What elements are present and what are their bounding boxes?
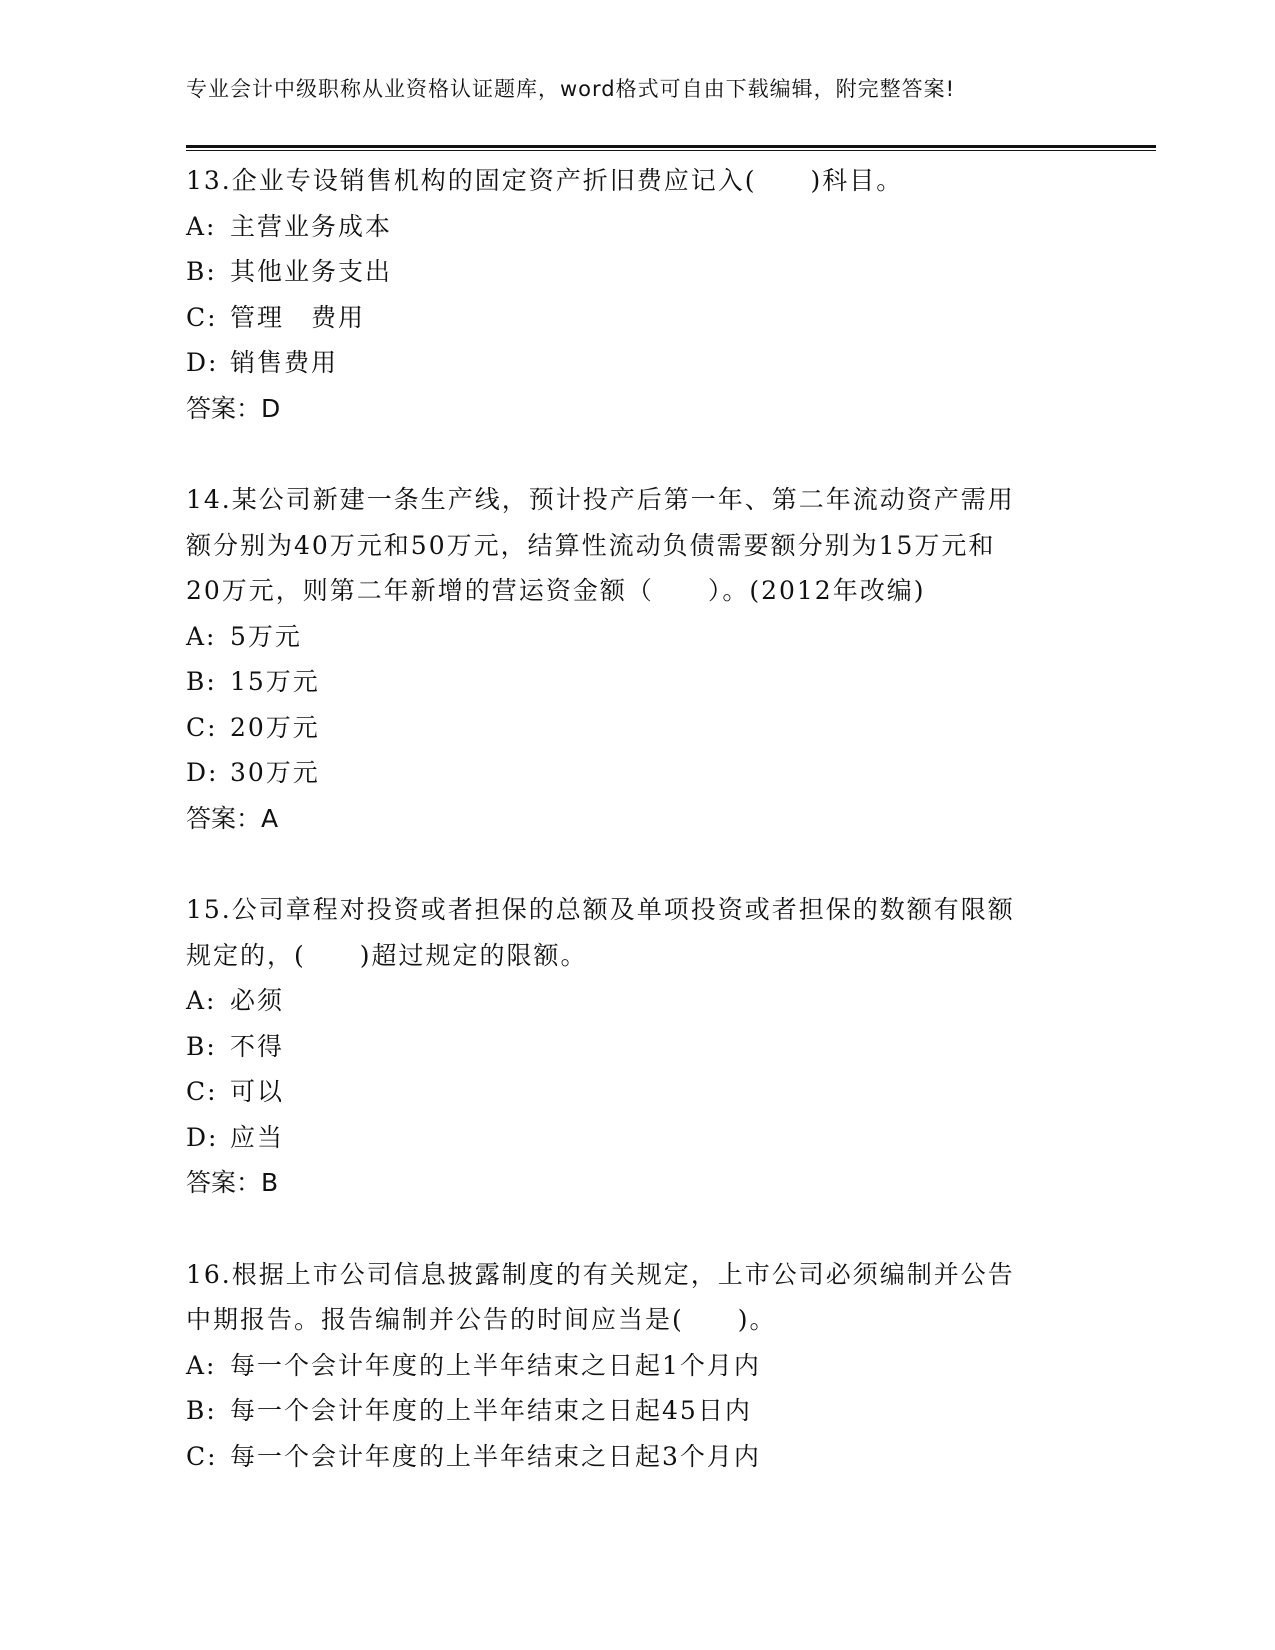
- question-text: 16.根据上市公司信息披露制度的有关规定，上市公司必须编制并公告: [186, 1259, 1015, 1289]
- option-letter: B:: [186, 1031, 217, 1061]
- question-text: 额分别为40万元和50万元，结算性流动负债需要额分别为15万元和: [186, 530, 996, 560]
- question-text: 14.某公司新建一条生产线，预计投产后第一年、第二年流动资产需用: [186, 485, 1015, 514]
- answer-label: 答案：A: [186, 803, 279, 833]
- question-14: [186, 477, 1086, 841]
- option-d: [186, 750, 1086, 796]
- option-letter: C:: [186, 1077, 218, 1106]
- question-text: 13.企业专设销售机构的固定资产折旧费应记入( )科目。: [186, 166, 904, 195]
- option-text: 主营业务成本: [230, 211, 393, 241]
- option-text: 其他业务支出: [230, 257, 393, 286]
- header-rule-thin: [186, 150, 1156, 151]
- question-13: [186, 158, 1086, 431]
- option-b: [186, 659, 1086, 705]
- option-text: 必须: [230, 986, 285, 1015]
- header-rule-thick: [186, 145, 1156, 148]
- option-text: 每一个会计年度的上半年结束之日起45日内: [230, 1396, 752, 1425]
- option-text: 20万元: [230, 712, 320, 742]
- option-letter: C:: [186, 1441, 218, 1471]
- option-text: 应当: [230, 1122, 285, 1152]
- option-a: [186, 614, 1086, 660]
- option-letter: B:: [186, 257, 217, 286]
- option-b: [186, 249, 1086, 295]
- question-15: [186, 887, 1086, 1206]
- option-letter: A:: [186, 986, 217, 1015]
- option-letter: C:: [186, 302, 218, 332]
- question-text: 15.公司章程对投资或者担保的总额及单项投资或者担保的数额有限额: [186, 895, 1015, 924]
- option-letter: B:: [186, 1396, 217, 1425]
- option-text: 可以: [230, 1077, 285, 1106]
- option-letter: C:: [186, 712, 218, 742]
- page-header: 专业会计中级职称从业资格认证题库，word格式可自由下载编辑，附完整答案!: [186, 77, 956, 101]
- option-letter: D:: [186, 348, 219, 377]
- option-d: [186, 340, 1086, 386]
- option-text: 30万元: [230, 758, 320, 787]
- option-a: [186, 978, 1086, 1024]
- option-text: 15万元: [230, 667, 320, 696]
- answer-label: 答案：B: [186, 1168, 279, 1197]
- option-c: [186, 295, 1086, 341]
- option-b: [186, 1024, 1086, 1070]
- option-b: [186, 1388, 1086, 1434]
- question-list: [186, 158, 1086, 1525]
- question-text: 中期报告。报告编制并公告的时间应当是( )。: [186, 1305, 777, 1334]
- option-c: [186, 1434, 1086, 1480]
- option-text: 不得: [230, 1031, 285, 1061]
- question-text: 规定的，( )超过规定的限额。: [186, 940, 588, 970]
- question-text: 20万元，则第二年新增的营运资金额（ ）。(2012年改编): [186, 576, 926, 605]
- answer-label: 答案：D: [186, 393, 281, 423]
- option-letter: D:: [186, 758, 219, 787]
- option-letter: B:: [186, 667, 217, 696]
- option-letter: A:: [186, 621, 217, 651]
- option-a: [186, 1343, 1086, 1389]
- option-a: [186, 204, 1086, 250]
- option-text: 5万元: [230, 621, 302, 651]
- option-text: 销售费用: [230, 348, 339, 377]
- question-16: [186, 1252, 1086, 1480]
- option-letter: D:: [186, 1122, 219, 1152]
- option-text: 管理 费用: [230, 302, 366, 332]
- option-d: [186, 1115, 1086, 1161]
- option-c: [186, 705, 1086, 751]
- option-text: 每一个会计年度的上半年结束之日起3个月内: [230, 1441, 761, 1471]
- option-letter: A:: [186, 1350, 217, 1380]
- option-letter: A:: [186, 211, 217, 241]
- option-c: [186, 1069, 1086, 1115]
- option-text: 每一个会计年度的上半年结束之日起1个月内: [230, 1350, 761, 1380]
